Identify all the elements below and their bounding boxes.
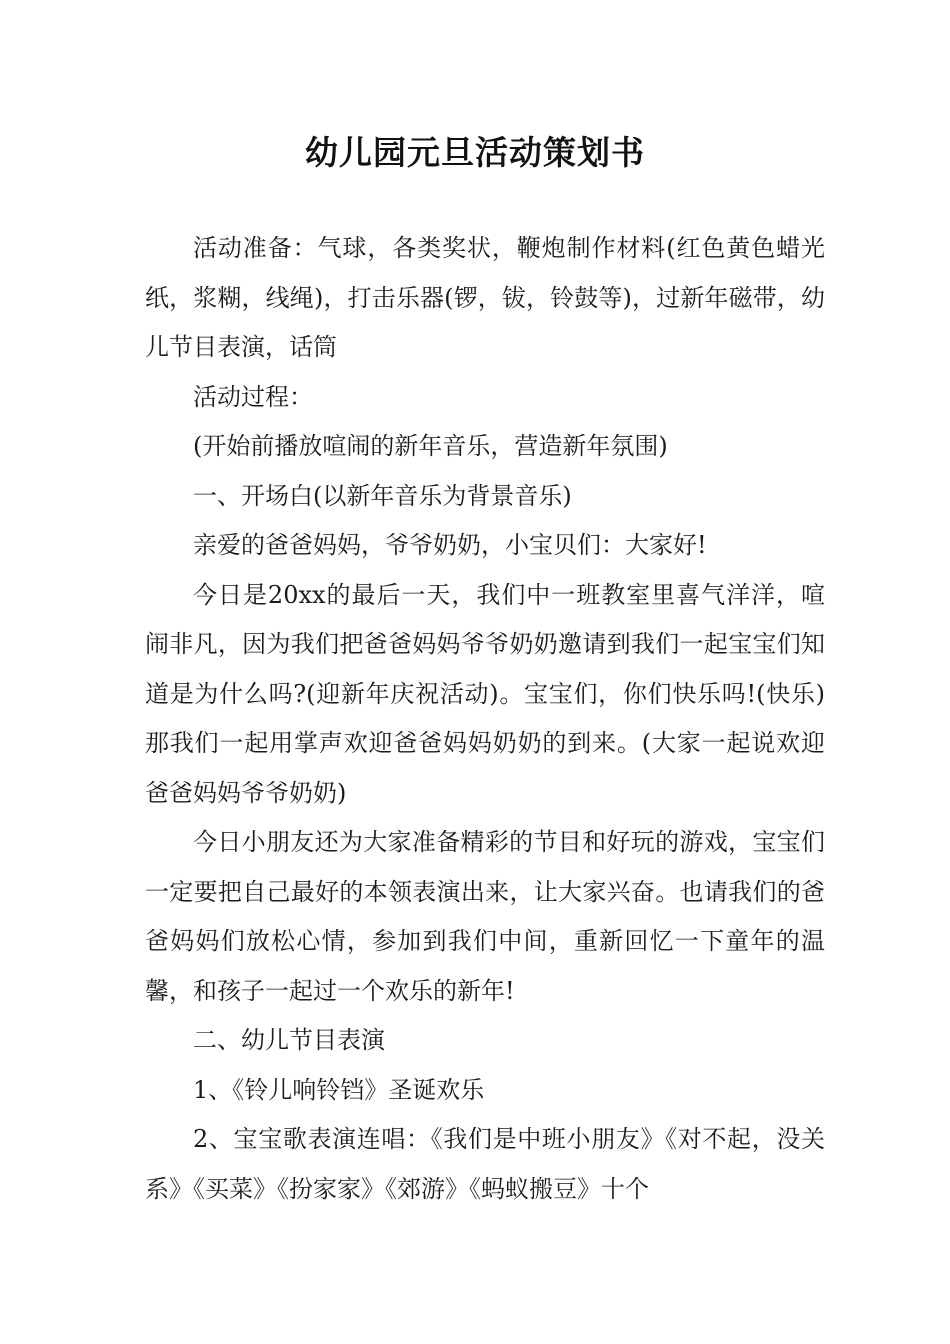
paragraph-today-intro: 今日是20xx的最后一天，我们中一班教室里喜气洋洋，喧闹非凡，因为我们把爸爸妈妈爷爷奶奶邀请到我们一起宝宝们知道是为什么吗?(迎新年庆祝活动)。宝宝们，你们快乐吗!(快乐)那我们一起用掌声欢迎爸爸妈妈奶奶的到来。(大家一起说欢迎爸爸妈妈爷爷奶奶) <box>145 580 825 807</box>
paragraph-music-note: (开始前播放喧闹的新年音乐，营造新年氛围) <box>193 432 668 460</box>
document-title: 幼儿园元旦活动策划书 <box>305 133 645 172</box>
paragraph-program-intro: 今日小朋友还为大家准备精彩的节目和好玩的游戏，宝宝们一定要把自己最好的本领表演出来，让大家兴奋。也请我们的爸爸妈妈们放松心情，参加到我们中间，重新回忆一下童年的温馨，和孩子一起过一个欢乐的新年! <box>145 828 825 1005</box>
paragraph-process-heading: 活动过程： <box>193 382 313 411</box>
paragraph-section-one: 一、开场白(以新年音乐为背景音乐) <box>193 481 572 510</box>
paragraph-section-two: 二、幼儿节目表演 <box>193 1026 385 1054</box>
paragraph-greeting: 亲爱的爸爸妈妈，爷爷奶奶，小宝贝们：大家好! <box>193 531 707 559</box>
paragraph-preparation: 活动准备：气球，各类奖状，鞭炮制作材料(红色黄色蜡光纸，浆糊，线绳)，打击乐器(锣，钹，铃鼓等)，过新年磁带，幼儿节目表演，话筒 <box>145 234 825 361</box>
document-body <box>145 224 825 1214</box>
paragraph-item-two: 2、宝宝歌表演连唱：《我们是中班小朋友》《对不起，没关系》《买菜》《扮家家》《郊游》《蚂蚁搬豆》十个 <box>145 1125 825 1203</box>
paragraph-item-one: 1、《铃儿响铃铛》圣诞欢乐 <box>193 1075 485 1104</box>
